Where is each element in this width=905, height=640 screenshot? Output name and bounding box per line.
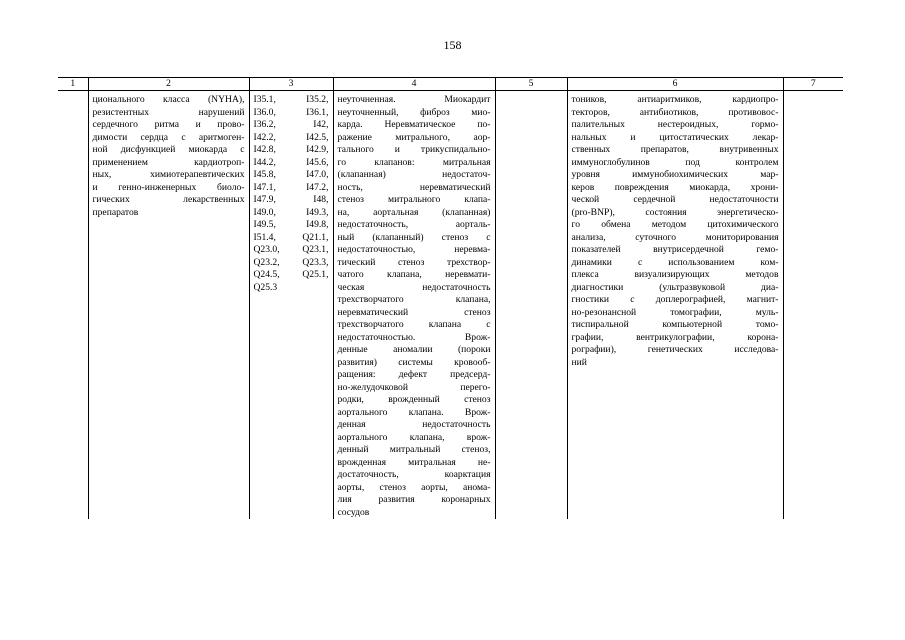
cell-text-line: трехстворчатого клапана с [337, 319, 491, 330]
cell-text-line: лия развития коронарных [337, 494, 491, 505]
cell-text-line: I42.2, I42.5, [253, 131, 329, 143]
column-header-6: 6 [567, 78, 783, 91]
cell-text-line: стеноз митрального клапа- [337, 194, 491, 205]
header-row [58, 78, 843, 91]
cell-text-line: I51.4, Q21.1, [253, 231, 329, 243]
cell-text-line: керов повреждения миокарда, хрони- [571, 181, 779, 193]
cell-col1 [58, 91, 88, 520]
cell-text-line: рографии), генетических исследова- [571, 344, 779, 355]
cell-text-line: аортального клапана, врож- [337, 431, 491, 443]
cell-text-line: недостаточностью, неревма- [337, 244, 491, 255]
cell-text-line: I35.1, I35.2, [253, 94, 329, 105]
cell-text-line: уровня иммунобиохимических мар- [571, 169, 779, 180]
cell-text-line: ционального класса (NYHA), [92, 94, 245, 105]
cell-text-line: I36.0, I36.1, [253, 106, 329, 118]
cell-col4 [333, 91, 495, 520]
cell-text-line: достаточность, коарктация [337, 469, 491, 480]
cell-text-line: ственных препаратов, внутривенных [571, 144, 779, 155]
cell-col5 [495, 91, 567, 520]
cell-text-line: диагностики (ультразвуковой диа- [571, 281, 779, 293]
cell-text-line: го обмена методом цитохимического [571, 219, 779, 230]
cell-text-line: карда. Неревматическое по- [337, 119, 491, 130]
cell-text-line: применением кардиотроп- [92, 156, 245, 168]
cell-text-line: I47.9, I48, [253, 194, 329, 205]
cell-text-line: чатого клапана, неревмати- [337, 269, 491, 280]
cell-text-line: неуточненная. Миокардит [337, 94, 491, 105]
cell-text-line: иммуноглобулинов под контролем [571, 156, 779, 168]
cell-text-line: но-желудочковой перего- [337, 381, 491, 393]
cell-text-line: ный (клапанный) стеноз с [337, 231, 491, 243]
cell-text-line: ческой сердечной недостаточности [571, 194, 779, 205]
cell-text-line: препаратов [92, 206, 139, 218]
cell-text-line: (клапанная) недостаточ- [337, 169, 491, 180]
cell-col6 [567, 91, 783, 520]
cell-text-line: недостаточностью. Врож- [337, 331, 491, 343]
cell-text-line: ращения: дефект предсерд- [337, 369, 491, 380]
cell-text-line: (pro-BNP), состояния энергетическо- [571, 206, 779, 218]
cell-text-line: текторов, антибиотиков, противовос- [571, 106, 779, 118]
cell-text-line: денный митральный стеноз, [337, 444, 491, 455]
cell-col2 [88, 91, 249, 520]
cell-col3 [249, 91, 333, 520]
document-table [58, 77, 843, 519]
cell-text-line: ной дисфункцией миокарда с [92, 144, 245, 155]
cell-text-line: I45.8, I47.0, [253, 169, 329, 180]
cell-text-line: денная недостаточность [337, 419, 491, 430]
cell-text-line: тический стеноз трехствор- [337, 256, 491, 268]
cell-text-line: развития) системы кровооб- [337, 356, 491, 368]
cell-text-line: и генно-инженерных биоло- [92, 181, 245, 193]
cell-text-line: палительных нестероидных, гормо- [571, 119, 779, 130]
cell-text-line: ных, химиотерапевтических [92, 169, 245, 180]
cell-text-line: ность, неревматический [337, 181, 491, 193]
cell-text-line: врожденная митральная не- [337, 456, 491, 468]
cell-text-line: тиспиральной компьютерной томо- [571, 319, 779, 330]
cell-text-line: тоников, антиаритмиков, кардиопро- [571, 94, 779, 105]
cell-text-line: родки, врожденный стеноз [337, 394, 491, 405]
cell-text-line: ражение митрального, аор- [337, 131, 491, 143]
cell-text-line: неревматический стеноз [337, 306, 491, 318]
column-header-2: 2 [88, 78, 249, 91]
cell-text-line: I42.8, I42.9, [253, 144, 329, 155]
page-number: 158 [443, 38, 462, 52]
cell-text-line: недостаточность, аорталь- [337, 219, 491, 230]
cell-text-line: I47.1, I47.2, [253, 181, 329, 193]
cell-text-line: I49.0, I49.3, [253, 206, 329, 218]
cell-text-line: динамики с использованием ком- [571, 256, 779, 268]
cell-text-line: димости сердца с аритмоген- [92, 131, 245, 143]
cell-text-line: сердечного ритма и прово- [92, 119, 245, 130]
column-header-7: 7 [783, 78, 843, 91]
cell-text-line: го клапанов: митральная [337, 156, 491, 168]
cell-text-line: аортального клапана. Врож- [337, 406, 491, 418]
cell-text-line: I44.2, I45.6, [253, 156, 329, 168]
cell-text-line: ний [571, 356, 587, 368]
cell-text-line: гических лекарственных [92, 194, 245, 205]
cell-text-line: графии, вентрикулографии, корона- [571, 331, 779, 343]
table-row [58, 91, 843, 520]
cell-text-line: Q23.0, Q23.1, [253, 244, 329, 255]
cell-text-line: аорты, стеноз аорты, анома- [337, 481, 491, 493]
cell-text-line: I49.5, I49.8, [253, 219, 329, 230]
cell-text-line: ческая недостаточность [337, 281, 491, 293]
cell-text-line: Q23.2, Q23.3, [253, 256, 329, 268]
cell-text-line: анализа, суточного мониторирования [571, 231, 779, 243]
cell-text-line: неуточненный, фиброз мио- [337, 106, 491, 118]
cell-text-line: денные аномалии (пороки [337, 344, 491, 355]
column-header-5: 5 [495, 78, 567, 91]
cell-col7 [783, 91, 843, 520]
cell-text-line: показателей внутрисердечной гемо- [571, 244, 779, 255]
cell-text-line: гностики с доплерографией, магнит- [571, 294, 779, 305]
cell-text-line: I36.2, I42, [253, 119, 329, 130]
cell-text-line: тального и трикуспидально- [337, 144, 491, 155]
cell-text-line: Q25.3 [253, 281, 278, 293]
cell-text-line: резистентных нарушений [92, 106, 245, 118]
column-header-4: 4 [333, 78, 495, 91]
cell-text-line: на, аортальная (клапанная) [337, 206, 491, 218]
cell-text-line: сосудов [337, 506, 370, 518]
cell-text-line: но-резонансной томографии, муль- [571, 306, 779, 318]
column-header-3: 3 [249, 78, 333, 91]
cell-text-line: плекса визуализирующих методов [571, 269, 779, 280]
column-header-1: 1 [58, 78, 88, 91]
cell-text-line: нальных и цитостатических лекар- [571, 131, 779, 143]
cell-text-line: трехстворчатого клапана, [337, 294, 491, 305]
cell-text-line: Q24.5, Q25.1, [253, 269, 329, 280]
